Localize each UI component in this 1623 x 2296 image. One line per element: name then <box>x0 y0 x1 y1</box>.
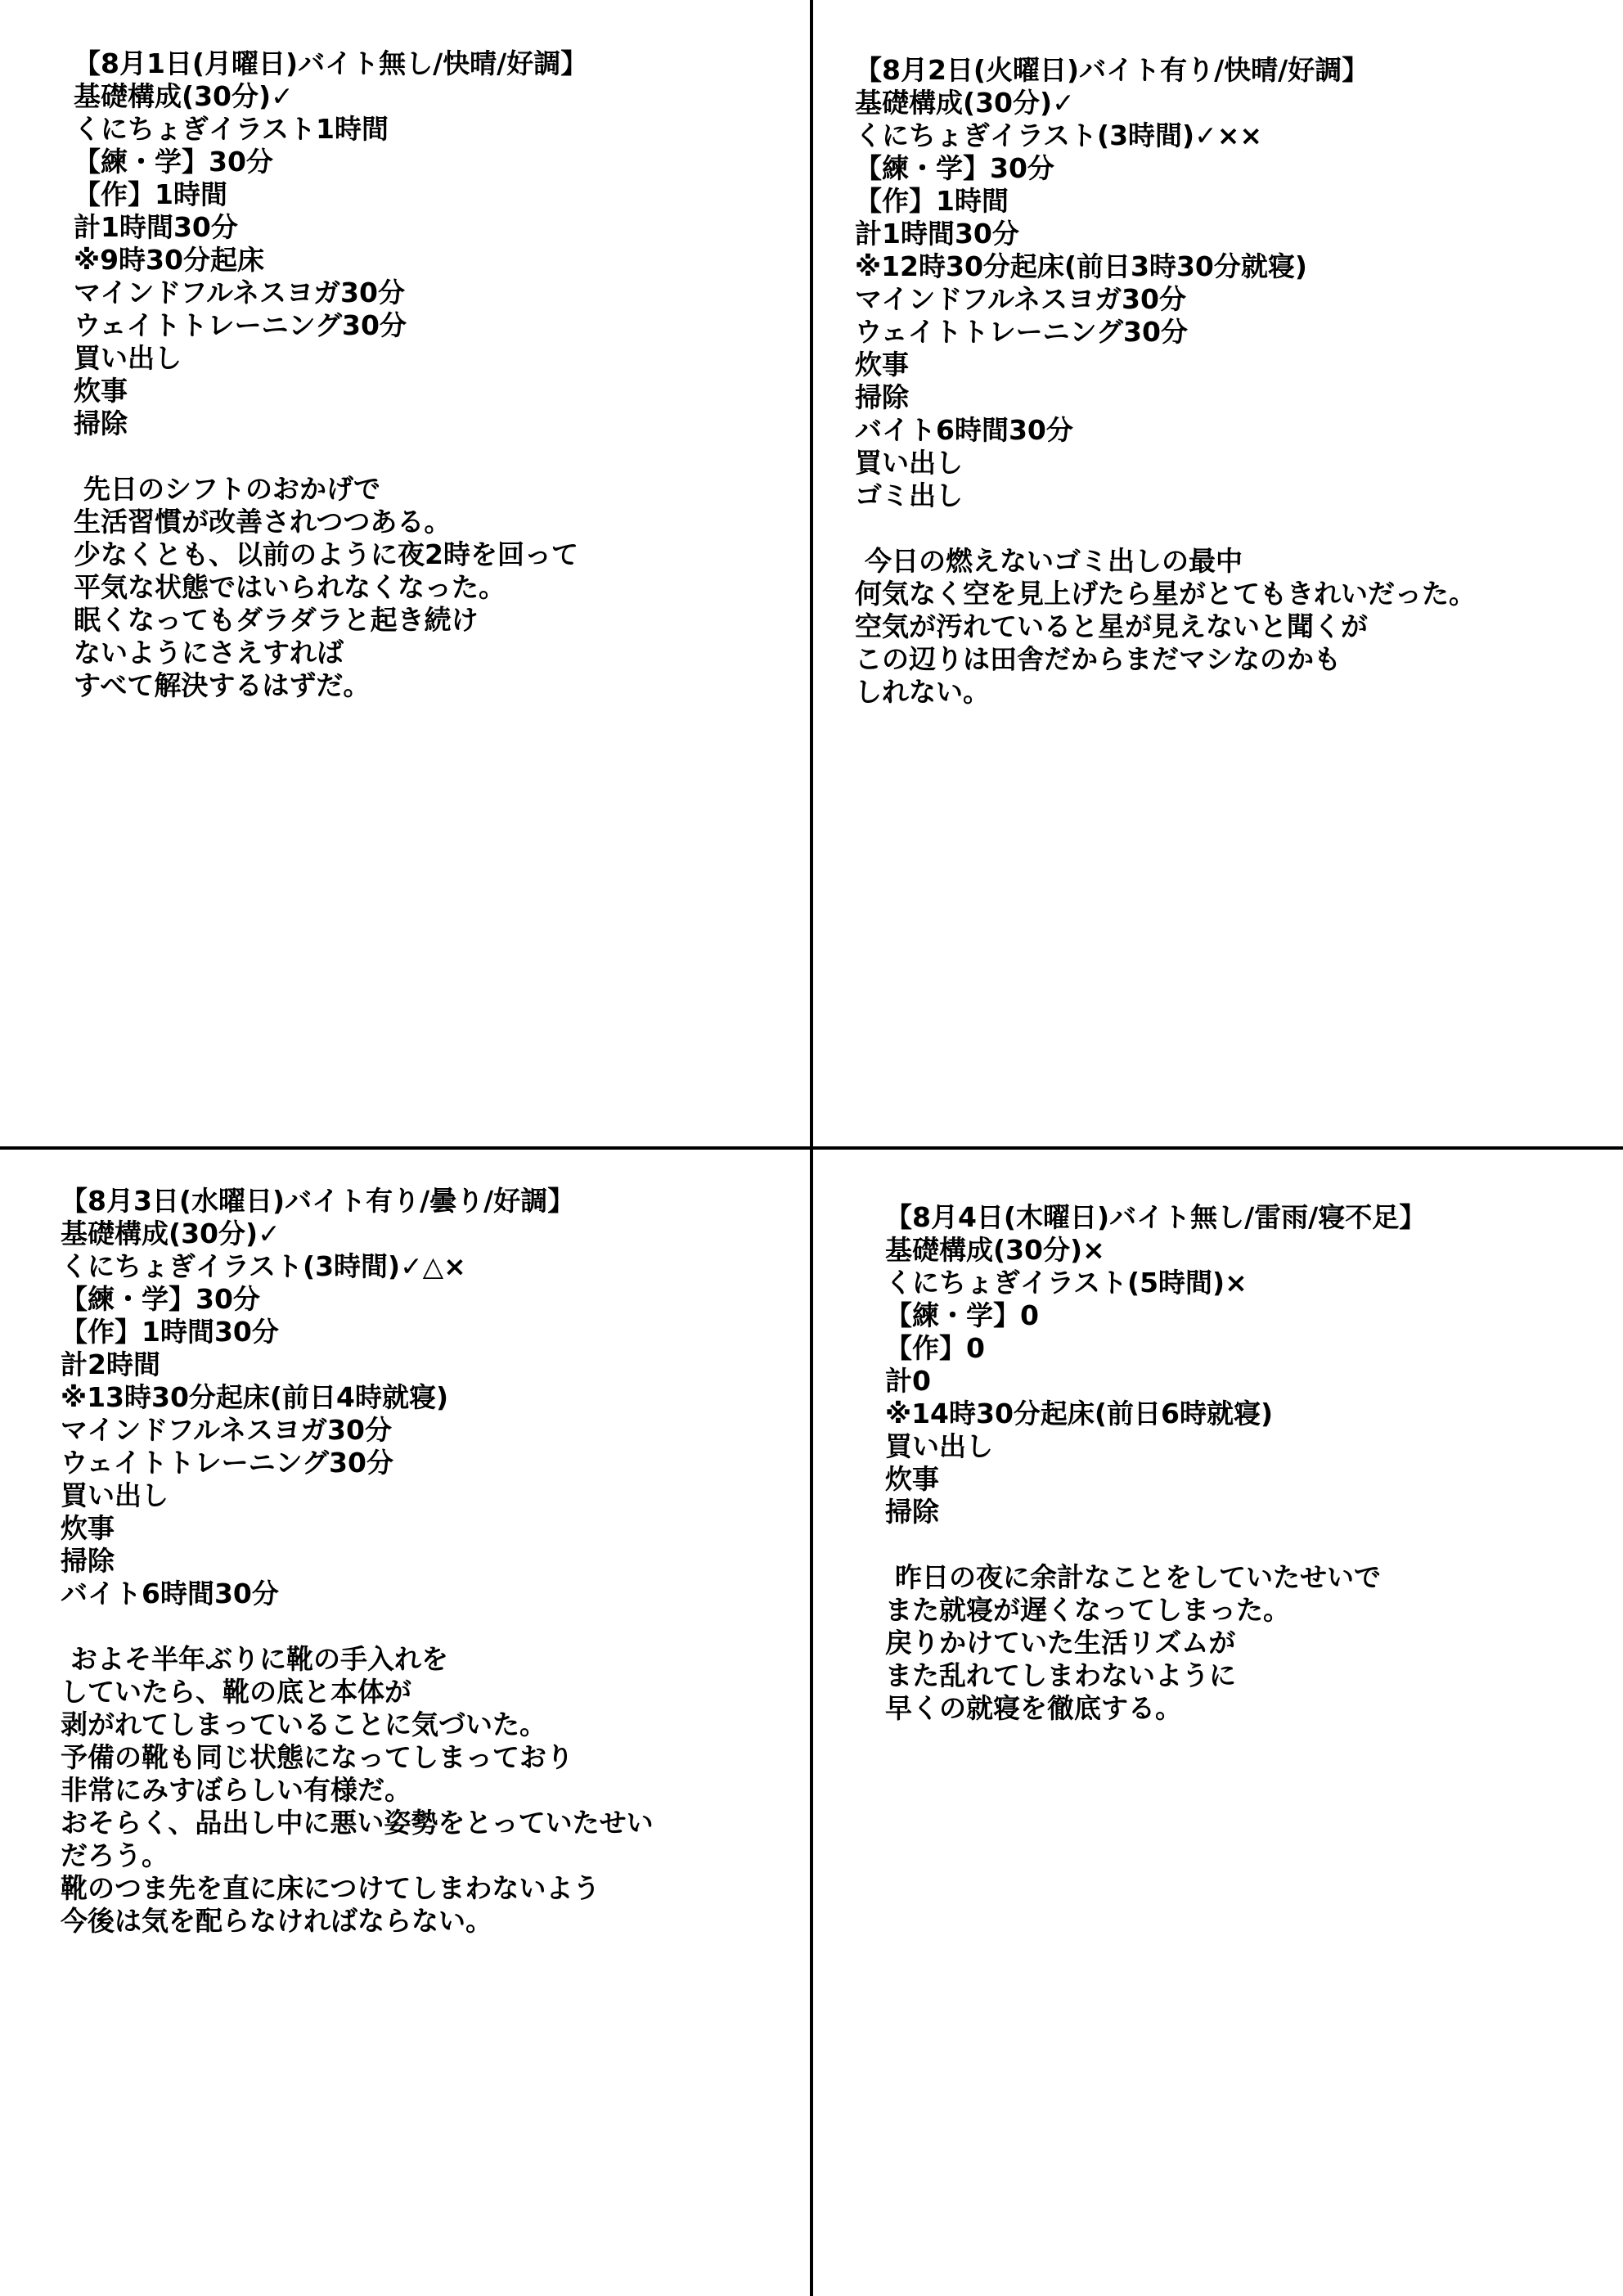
log-item: 掃除 <box>885 1496 939 1528</box>
diary-line: 早くの就寝を徹底する。 <box>885 1692 1182 1724</box>
diary-line: 眠くなってもダラダラと起き続け <box>74 604 479 636</box>
log-item: バイト6時間30分 <box>855 414 1073 446</box>
log-item: 基礎構成(30分)✓ <box>61 1218 281 1249</box>
log-item: くにちょぎイラスト(3時間)✓△× <box>61 1250 466 1282</box>
log-item: 掃除 <box>74 407 128 439</box>
log-item: 買い出し <box>61 1479 169 1511</box>
log-item: 炊事 <box>74 375 128 407</box>
blank-line <box>885 1528 1426 1561</box>
log-item: 炊事 <box>61 1512 115 1544</box>
entry-header: 【8月3日(水曜日)バイト有り/曇り/好調】 <box>61 1185 575 1217</box>
log-item: くにちょぎイラスト(5時間)× <box>885 1267 1248 1299</box>
log-item: ※12時30分起床(前日3時30分就寝) <box>855 250 1307 282</box>
log-item: ゴミ出し <box>855 479 963 511</box>
log-item: ウェイトトレーニング30分 <box>855 316 1188 348</box>
blank-line <box>74 440 587 473</box>
diary-line: 今後は気を配らなければならない。 <box>61 1905 492 1937</box>
diary-line: 平気な状態ではいられなくなった。 <box>74 571 506 603</box>
log-item: 買い出し <box>855 447 963 479</box>
blank-line <box>855 512 1476 545</box>
log-item: 買い出し <box>74 342 182 374</box>
log-item: 【練・学】0 <box>885 1299 1039 1331</box>
log-item: マインドフルネスヨガ30分 <box>855 283 1186 315</box>
log-item: 【作】0 <box>885 1332 985 1364</box>
log-item: 計0 <box>885 1365 931 1397</box>
log-item: ウェイトトレーニング30分 <box>74 309 407 341</box>
log-item: 計1時間30分 <box>74 211 238 243</box>
log-item: ※9時30分起床 <box>74 244 264 276</box>
diary-line: すべて解決するはずだ。 <box>74 669 371 701</box>
diary-line: 生活習慣が改善されつつある。 <box>74 506 452 538</box>
log-item: 基礎構成(30分)✓ <box>855 87 1075 119</box>
diary-line: しれない。 <box>855 676 990 708</box>
diary-line: 何気なく空を見上げたら星がとてもきれいだった。 <box>855 578 1476 610</box>
diary-panel-aug-1 <box>74 47 587 702</box>
diary-line: 空気が汚れていると星が見えないと聞くが <box>855 610 1368 642</box>
diary-line: おそらく、品出し中に悪い姿勢をとっていたせい <box>61 1807 654 1839</box>
diary-line: 非常にみすぼらしい有様だ。 <box>61 1774 411 1806</box>
log-item: 【作】1時間 <box>855 185 1009 217</box>
log-item: ※14時30分起床(前日6時就寝) <box>885 1398 1274 1429</box>
diary-line: この辺りは田舎だからまだマシなのかも <box>855 643 1341 675</box>
diary-line: 靴のつま先を直に床につけてしまわないよう <box>61 1872 600 1904</box>
log-item: 計1時間30分 <box>855 218 1019 250</box>
log-item: 基礎構成(30分)× <box>885 1234 1105 1266</box>
entry-header: 【8月2日(火曜日)バイト有り/快晴/好調】 <box>855 54 1369 86</box>
log-item: ウェイトトレーニング30分 <box>61 1447 393 1479</box>
diary-line: 昨日の夜に余計なことをしていたせいで <box>895 1561 1381 1593</box>
log-item: マインドフルネスヨガ30分 <box>61 1414 392 1446</box>
log-item: 炊事 <box>855 349 909 380</box>
diary-line: 今日の燃えないゴミ出しの最中 <box>865 545 1243 577</box>
log-item: 【作】1時間30分 <box>61 1316 279 1348</box>
entry-header: 【8月1日(月曜日)バイト無し/快晴/好調】 <box>74 47 588 79</box>
log-item: 【作】1時間 <box>74 178 227 210</box>
diary-line: ないようにさえすれば <box>74 637 344 669</box>
diary-line: だろう。 <box>61 1839 169 1871</box>
log-item: 計2時間 <box>61 1348 160 1380</box>
log-item: 掃除 <box>855 381 909 413</box>
diary-panel-aug-2 <box>855 54 1476 709</box>
diary-panel-aug-4 <box>885 1201 1426 1725</box>
diary-line: 少なくとも、以前のように夜2時を回って <box>74 538 578 570</box>
diary-line: およそ半年ぶりに靴の手入れを <box>70 1643 448 1675</box>
diary-line: 先日のシフトのおかげで <box>83 473 380 505</box>
horizontal-divider <box>0 1146 1623 1150</box>
log-item: 【練・学】30分 <box>74 146 273 178</box>
diary-line: 剥がれてしまっていることに気づいた。 <box>61 1708 546 1740</box>
diary-line: していたら、靴の底と本体が <box>61 1676 411 1708</box>
log-item: くにちょぎイラスト(3時間)✓×× <box>855 119 1263 151</box>
diary-line: また就寝が遅くなってしまった。 <box>885 1594 1290 1626</box>
log-item: 炊事 <box>885 1463 939 1495</box>
diary-panel-aug-3 <box>61 1185 654 1938</box>
log-item: 【練・学】30分 <box>61 1283 260 1315</box>
log-item: ※13時30分起床(前日4時就寝) <box>61 1381 449 1413</box>
log-item: 掃除 <box>61 1545 115 1577</box>
log-item: 【練・学】30分 <box>855 152 1054 184</box>
log-item: 基礎構成(30分)✓ <box>74 80 294 112</box>
diary-line: 戻りかけていた生活リズムが <box>885 1627 1236 1659</box>
blank-line <box>61 1610 654 1643</box>
log-item: くにちょぎイラスト1時間 <box>74 113 389 145</box>
log-item: マインドフルネスヨガ30分 <box>74 277 405 308</box>
diary-line: 予備の靴も同じ状態になってしまっており <box>61 1741 573 1773</box>
diary-line: また乱れてしまわないように <box>885 1659 1236 1691</box>
log-item: バイト6時間30分 <box>61 1578 279 1609</box>
entry-header: 【8月4日(木曜日)バイト無し/雷雨/寝不足】 <box>885 1201 1427 1233</box>
log-item: 買い出し <box>885 1430 993 1462</box>
